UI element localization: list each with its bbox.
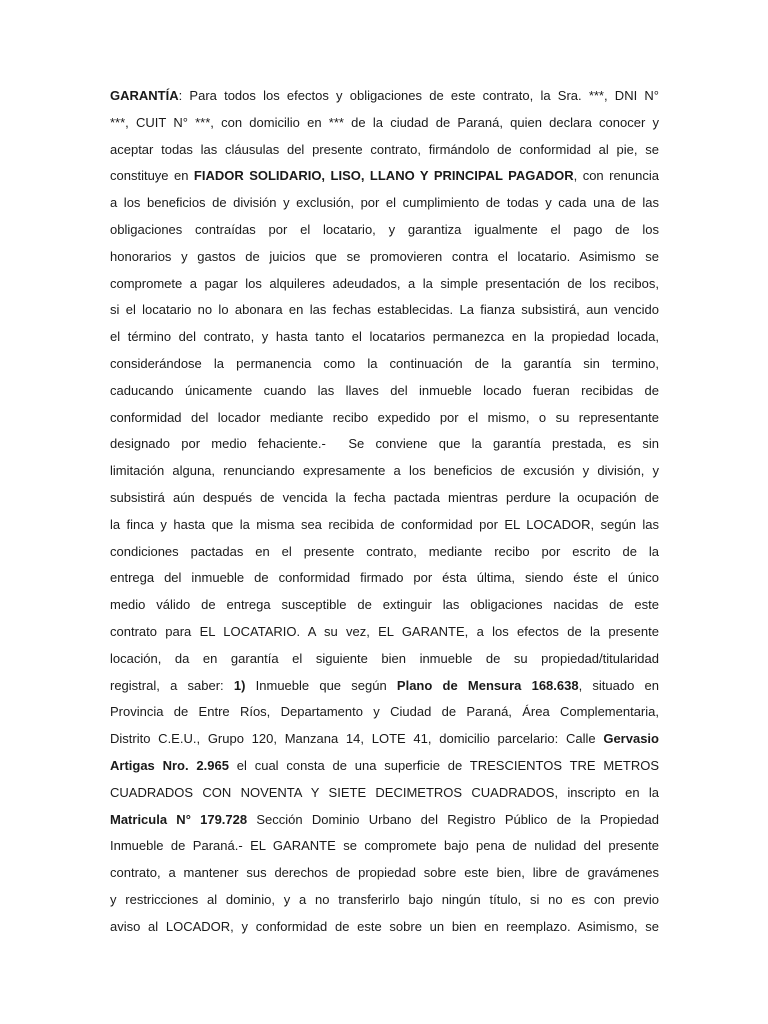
text-line (110, 673, 659, 700)
text-run: ***, CUIT N° ***, con domicilio en *** de la ciudad de Paraná, quien declara conocer y (110, 114, 659, 130)
text-line (110, 539, 659, 566)
text-line (110, 324, 659, 351)
text-line (110, 163, 659, 190)
bold-text-run: Matricula N° 179.728 (110, 811, 248, 827)
text-run: Provincia de Entre Ríos, Departamento y Ciudad de Paraná, Área Complementaria, (110, 704, 659, 720)
text-run: Sección Dominio Urbano del Registro Público de la Propiedad (247, 811, 659, 827)
text-run: compromete a pagar los alquileres adeudados, a la simple presentación de los recibos, (110, 275, 659, 291)
text-line (110, 351, 659, 378)
text-line (110, 807, 659, 834)
text-line (110, 860, 659, 887)
text-line (110, 699, 659, 726)
text-run: locación, da en garantía el siguiente bien inmueble de su propiedad/titularidad (110, 650, 659, 666)
text-run: conformidad del locador mediante recibo expedido por el mismo, o su representante (110, 409, 659, 425)
text-run: CUADRADOS CON NOVENTA Y SIETE DECIMETROS CUADRADOS, inscripto en la (110, 784, 659, 800)
text-run: condiciones pactadas en el presente contrato, mediante recibo por escrito de la (110, 543, 659, 559)
text-line (110, 887, 659, 914)
text-run: medio válido de entrega susceptible de extinguir las obligaciones nacidas de este (110, 597, 659, 613)
text-run: subsistirá aún después de vencida la fecha pactada mientras perdure la ocupación de (110, 489, 659, 505)
text-line (110, 619, 659, 646)
text-run: contrato, a mantener sus derechos de propiedad sobre este bien, libre de gravámenes (110, 865, 659, 881)
text-run: Inmueble que según (245, 677, 397, 693)
text-line (110, 271, 659, 298)
text-run: a los beneficios de división y exclusión, por el cumplimiento de todas y cada una de las (110, 195, 659, 211)
text-run: , situado en (578, 677, 659, 693)
text-line (110, 512, 659, 539)
text-line (110, 753, 659, 780)
text-run: contrato para EL LOCATARIO. A su vez, EL GARANTE, a los efectos de la presente (110, 623, 659, 639)
bold-text-run: FIADOR SOLIDARIO, LISO, LLANO Y PRINCIPAL PAGADOR (193, 168, 574, 184)
text-run: constituye en (110, 168, 194, 184)
text-run: entrega del inmueble de conformidad firmado por ésta última, siendo éste el único (110, 570, 659, 586)
text-line (110, 565, 659, 592)
bold-text-run: 1) (233, 677, 246, 693)
text-run: designado por medio fehaciente.- Se conviene que la garantía prestada, es sin (110, 436, 659, 452)
text-line (110, 83, 659, 110)
text-run: : Para todos los efectos y obligaciones de este contrato, la Sra. ***, DNI N° (178, 88, 659, 103)
text-run: Distrito C.E.U., Grupo 120, Manzana 14, LOTE 41, domicilio parcelario: Calle (110, 731, 604, 747)
bold-text-run: Plano de Mensura 168.638 (396, 677, 579, 693)
bold-text-run: Gervasio (603, 731, 659, 747)
text-run: limitación alguna, renunciando expresamente a los beneficios de excusión y división, y (110, 463, 659, 479)
text-line (110, 914, 659, 941)
text-run: aviso al LOCADOR, y conformidad de este sobre un bien en reemplazo. Asimismo, se (110, 918, 659, 934)
text-line (110, 297, 659, 324)
text-run: caducando únicamente cuando las llaves del inmueble locado fueran recibidas de (110, 382, 659, 398)
text-line (110, 190, 659, 217)
text-line (110, 833, 659, 860)
text-run: honorarios y gastos de juicios que se promovieren contra el locatario. Asimismo se (110, 248, 659, 264)
text-line (110, 378, 659, 405)
text-line (110, 431, 659, 458)
bold-text-run: GARANTÍA (110, 88, 179, 103)
text-run: , con renuncia (573, 168, 659, 184)
text-line (110, 726, 659, 753)
bold-text-run: Artigas Nro. 2.965 (110, 757, 229, 773)
text-line (110, 780, 659, 807)
text-run: considerándose la permanencia como la continuación de la garantía sin termino, (110, 355, 659, 371)
text-run: Inmueble de Paraná.- EL GARANTE se compromete bajo pena de nulidad del presente (110, 838, 659, 854)
text-line (110, 244, 659, 271)
text-run: obligaciones contraídas por el locatario, y garantiza igualmente el pago de los (110, 221, 659, 237)
text-line (110, 646, 659, 673)
guarantee-clause-paragraph (110, 83, 659, 941)
text-run: si el locatario no lo abonara en las fechas establecidas. La fianza subsistirá, aun vencido (110, 302, 659, 318)
text-run: aceptar todas las cláusulas del presente contrato, firmándolo de conformidad al pie, se (110, 141, 659, 157)
text-line (110, 405, 659, 432)
text-line (110, 110, 659, 137)
text-line (110, 137, 659, 164)
text-line (110, 458, 659, 485)
text-line (110, 485, 659, 512)
text-run: el término del contrato, y hasta tanto el locatarios permanezca en la propiedad locada, (110, 329, 659, 345)
text-line (110, 217, 659, 244)
text-run: y restricciones al dominio, y a no transferirlo bajo ningún título, si no es con previo (110, 891, 659, 907)
text-run: el cual consta de una superficie de TRESCIENTOS TRE METROS (228, 757, 659, 773)
text-run: la finca y hasta que la misma sea recibida de conformidad por EL LOCADOR, según las (110, 516, 659, 532)
text-run: registral, a saber: (110, 677, 234, 693)
text-line (110, 592, 659, 619)
